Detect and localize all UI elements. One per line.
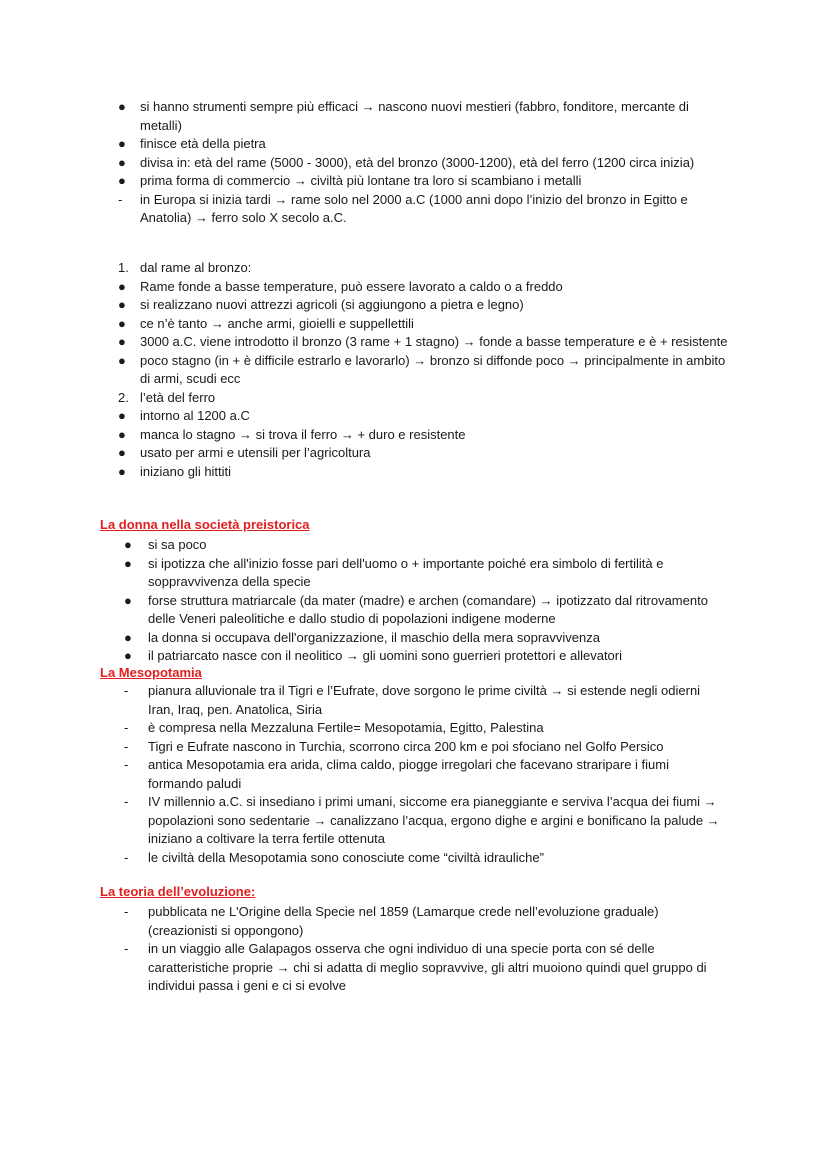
bullet-icon: ● [124,555,132,571]
list-item-text: intorno al 1200 a.C [140,408,250,423]
list-item-text: si realizzano nuovi attrezzi agricoli (si aggiungono a pietra e legno) [140,297,524,312]
list-item-text: in un viaggio alle Galapagos osserva che ogni individuo di una specie porta con sé delle caratteristiche proprie → chi si adatta di meglio sopravvive, gli altri muoiono quindi quel gruppo di individui passa i geni e ci si evolve [148,941,707,993]
list-item-text: poco stagno (in + è difficile estrarlo e lavorarlo) → bronzo si diffonde poco → principalmente in ambito di armi, scudi ecc [140,352,726,386]
bullet-icon: ● [118,315,126,331]
list-item [0,426,730,445]
list-item [0,135,730,154]
list-block [0,682,720,867]
list-item [0,940,720,996]
list-item [0,629,720,648]
bullet-icon: ● [118,297,126,312]
list-item [0,719,720,738]
dash-marker: - [118,191,123,207]
list-number: 2. [118,389,129,405]
list-item [0,536,720,555]
dash-marker: - [124,794,129,809]
bullet-icon: ● [124,629,132,645]
bullet-icon: ● [118,173,126,188]
list-item-text: le civiltà della Mesopotamia sono conosciute come “civiltà idrauliche” [148,849,544,865]
list-item [0,903,720,940]
list-block [0,98,730,228]
list-item [0,738,720,757]
list-item [0,647,720,666]
list-item [0,172,730,191]
list-item-text: Rame fonde a basse temperature, può essere lavorato a caldo o a freddo [140,278,563,294]
bullet-icon: ● [118,408,126,423]
list-item-text: Tigri e Eufrate nascono in Turchia, scorrono circa 200 km e poi sfociano nel Golfo Persico [148,738,664,754]
bullet-icon: ● [124,648,132,663]
heading-mesopotamia: La Mesopotamia [100,665,202,680]
list-item-text: la donna si occupava dell'organizzazione, il maschio della mera sopravvivenza [148,629,600,645]
list-block [0,536,720,666]
bullet-icon: ● [118,334,126,349]
bullet-icon: ● [118,426,126,442]
list-item [0,463,730,482]
list-item [0,756,720,793]
list-item-text: si sa poco [148,537,207,552]
list-number: 1. [118,260,129,275]
bullet-icon: ● [118,352,126,368]
list-item-text: il patriarcato nasce con il neolitico → gli uomini sono guerrieri protettori e allevatori [148,648,623,663]
list-item [0,191,730,228]
list-item [0,592,720,629]
list-item [0,259,730,278]
list-item-text: si ipotizza che all'inizio fosse pari dell'uomo o + importante poiché era simbolo di fertilità e soppravvivenza della specie [148,555,664,589]
bullet-icon: ● [124,592,132,608]
list-item-text: l’età del ferro [140,389,216,405]
list-item-text: dal rame al bronzo: [140,260,252,275]
list-item [0,407,730,426]
dash-marker: - [124,738,129,754]
list-item-text: ce n’è tanto → anche armi, gioielli e suppellettili [140,315,414,331]
dash-marker: - [124,849,129,865]
list-item [0,352,730,389]
list-item-text: pianura alluvionale tra il Tigri e l’Eufrate, dove sorgono le prime civiltà → si estende negli odierni Iran, Iraq, pen. Anatolica, Siria [148,683,701,717]
list-item-text: si hanno strumenti sempre più efficaci → nascono nuovi mestieri (fabbro, fonditore, mercante di metalli) [140,99,689,133]
list-item-text: divisa in: età del rame (5000 - 3000), età del bronzo (3000-1200), età del ferro (1200 circa inizia) [140,154,695,170]
list-item-text: antica Mesopotamia era arida, clima caldo, piogge irregolari che facevano straripare i fiumi formando paludi [148,757,669,791]
list-item-text: usato per armi e utensili per l’agricoltura [140,445,371,460]
list-item [0,154,730,173]
list-item-text: manca lo stagno → si trova il ferro → + duro e resistente [140,426,466,442]
list-item [0,555,720,592]
list-item-text: in Europa si inizia tardi → rame solo nel 2000 a.C (1000 anni dopo l’inizio del bronzo in Egitto e Anatolia) → ferro solo X secolo a.C. [140,191,688,225]
list-item-text: è compresa nella Mezzaluna Fertile= Mesopotamia, Egitto, Palestina [148,720,544,735]
bullet-icon: ● [118,463,126,479]
heading-evoluzione: La teoria dell’evoluzione: [100,884,256,899]
list-item [0,296,730,315]
list-item [0,98,730,135]
list-item [0,315,730,334]
bullet-icon: ● [118,136,126,151]
list-item-text: pubblicata ne L'Origine della Specie nel 1859 (Lamarque crede nell’evoluzione graduale) (creazionisti si oppongono) [148,904,659,938]
bullet-icon: ● [118,278,126,294]
list-item [0,333,730,352]
list-item-text: forse struttura matriarcale (da mater (madre) e archen (comandare) → ipotizzato dal ritrovamento delle Veneri paleolitiche e dallo studio di popolazioni indigene moderne [148,592,708,626]
bullet-icon: ● [118,99,126,114]
dash-marker: - [124,941,129,956]
heading-donna: La donna nella società preistorica [100,517,310,532]
list-item [0,278,730,297]
list-item [0,389,730,408]
bullet-icon: ● [124,537,132,552]
list-item-text: prima forma di commercio → civiltà più lontane tra loro si scambiano i metalli [140,173,582,188]
dash-marker: - [124,720,129,735]
list-item-text: IV millennio a.C. si insediano i primi umani, siccome era pianeggiante e serviva l’acqua dei fiumi → popolazioni sono sedentarie → canalizzano l’acqua, ergono dighe e argini e bonificano la palude → iniziano a coltivare la terra fertile ottenuta [148,794,720,846]
dash-marker: - [124,904,129,919]
list-item [0,444,730,463]
list-block [0,259,730,481]
dash-marker: - [124,757,129,772]
list-item [0,682,720,719]
bullet-icon: ● [118,154,126,170]
list-item-text: iniziano gli hittiti [140,463,232,479]
list-block [0,903,720,996]
list-item-text: finisce età della pietra [140,136,266,151]
list-item-text: 3000 a.C. viene introdotto il bronzo (3 rame + 1 stagno) → fonde a basse temperature e è + resistente [140,334,728,349]
list-item [0,793,720,849]
bullet-icon: ● [118,445,126,460]
dash-marker: - [124,683,129,698]
list-item [0,849,720,868]
